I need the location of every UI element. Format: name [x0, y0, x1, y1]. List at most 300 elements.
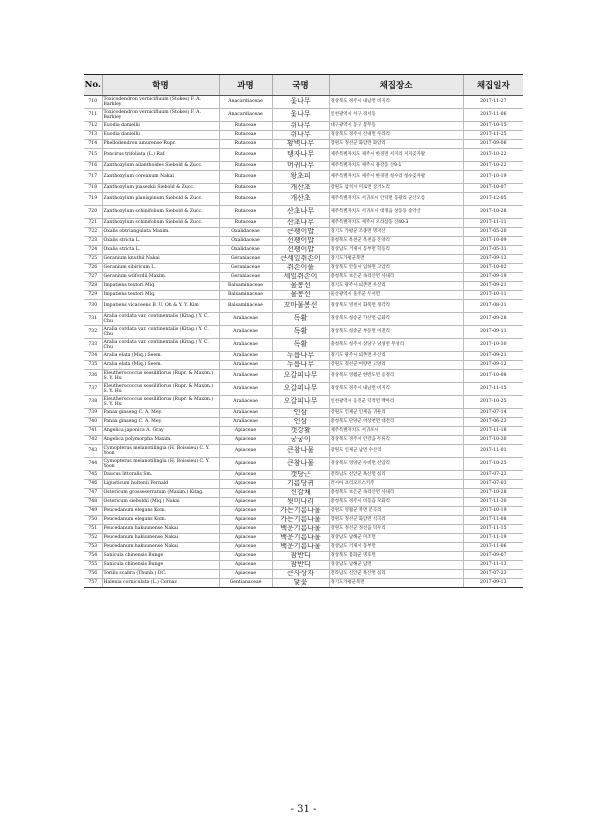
cell-collection-date: 2017-09-21 [463, 352, 523, 361]
cell-collection-date: 2017-10-25 [463, 396, 523, 409]
table-row [84, 436, 523, 445]
cell-family: Araliaceae [219, 313, 272, 326]
cell-collection-site: 경상북도 청송군 가산면 금화리 [329, 313, 463, 326]
table-row [84, 96, 523, 109]
cell-korean-name: 꼬마물봉선 [272, 300, 329, 313]
cell-collection-site: 전라남도 신안군 흑산면 심리 [329, 471, 463, 480]
cell-collection-date: 2017-10-19 [463, 507, 523, 516]
table-row [84, 361, 523, 370]
table-body [84, 96, 523, 588]
cell-collection-date: 2017-11-08 [463, 516, 523, 525]
cell-no: 726 [84, 264, 102, 273]
cell-collection-date: 2017-09-13 [463, 579, 523, 588]
cell-scientific-name: Peucedanum elegans Kom. [102, 507, 219, 516]
cell-collection-site: 충청북도 단양군 어상천면 대전리 [329, 418, 463, 427]
table-row [84, 326, 523, 339]
cell-family: Apiaceae [219, 516, 272, 525]
cell-no: 744 [84, 458, 102, 471]
cell-scientific-name: Peucedanum hakuunense Nakai [102, 543, 219, 552]
table-row [84, 552, 523, 561]
cell-family: Araliaceae [219, 396, 272, 409]
cell-scientific-name: Eleutherococcus sessiliflorus (Rupr. & Maxim.) S. Y. Hu [102, 370, 219, 383]
cell-family: Geraniaceae [219, 255, 272, 264]
cell-scientific-name: Zanthoxylum schinifolium Siebold & Zucc. [102, 219, 219, 228]
cell-no: 755 [84, 561, 102, 570]
cell-family: Araliaceae [219, 409, 272, 418]
cell-no: 747 [84, 489, 102, 498]
table-row [84, 427, 523, 436]
header-collection-date: 채집일자 [463, 75, 523, 96]
cell-scientific-name: Torilis scabra (Thunb.) DC. [102, 570, 219, 579]
cell-korean-name: 백운기름나물 [272, 543, 329, 552]
cell-collection-site: 경상북도 경주시 산내면 우라리 [329, 131, 463, 140]
cell-no: 723 [84, 237, 102, 246]
cell-family: Balsaminaceae [219, 282, 272, 291]
cell-no: 716 [84, 162, 102, 171]
cell-scientific-name: Sanicula chinensis Bunge [102, 561, 219, 570]
cell-collection-site: 경기도 가평군 조종면 명지산 [329, 228, 463, 237]
cell-korean-name: 옻나무 [272, 96, 329, 109]
cell-scientific-name: Cymopterus melanotilingia (H. Boissieu) C. Y. Yoon [102, 445, 219, 458]
table-row [84, 171, 523, 184]
cell-collection-site: 강원도 인제군 남면 수산리 [329, 445, 463, 458]
cell-collection-site: 경기도 광주시 퇴촌면 우산리 [329, 352, 463, 361]
specimen-table [84, 74, 523, 588]
cell-scientific-name: Panax ginseng C. A. Mey. [102, 418, 219, 427]
cell-collection-site: 충청북도 보은군 속리산면 사내리 [329, 273, 463, 282]
cell-scientific-name: Euodia daniellii [102, 122, 219, 131]
table-row [84, 534, 523, 543]
cell-collection-date: 2017-07-23 [463, 570, 523, 579]
table-row [84, 122, 523, 131]
table-row [84, 237, 523, 246]
table-row [84, 418, 523, 427]
table-row [84, 140, 523, 149]
cell-family: Araliaceae [219, 370, 272, 383]
cell-collection-date: 2017-10-28 [463, 206, 523, 219]
cell-collection-date: 2017-11-25 [463, 131, 523, 140]
cell-no: 713 [84, 131, 102, 140]
cell-family: Apiaceae [219, 480, 272, 489]
cell-no: 727 [84, 273, 102, 282]
cell-family: Araliaceae [219, 339, 272, 352]
cell-collection-site: 경기도 광주시 퇴촌면 우산리 [329, 282, 463, 291]
cell-no: 718 [84, 184, 102, 193]
cell-collection-date: 2017-09-11 [463, 326, 523, 339]
table-row [84, 162, 523, 171]
cell-collection-date: 2017-10-09 [463, 237, 523, 246]
cell-korean-name: 큰참나물 [272, 445, 329, 458]
table-row [84, 396, 523, 409]
cell-family: Rutaceae [219, 162, 272, 171]
cell-no: 721 [84, 219, 102, 228]
table-row [84, 579, 523, 588]
cell-collection-site: 제주특별자치도 서귀포시 안덕면 동광리 군산오름 [329, 193, 463, 206]
cell-scientific-name: Panax ginseng C. A. Mey. [102, 409, 219, 418]
cell-no: 756 [84, 570, 102, 579]
cell-family: Apiaceae [219, 489, 272, 498]
table-row [84, 149, 523, 162]
cell-no: 729 [84, 291, 102, 300]
cell-no: 715 [84, 149, 102, 162]
cell-scientific-name: Peucedanum hakuunense Nakai [102, 525, 219, 534]
cell-scientific-name: Aralia elata (Miq.) Seem. [102, 361, 219, 370]
cell-korean-name: 신감채 [272, 489, 329, 498]
cell-collection-date: 2017-11-11 [463, 219, 523, 228]
table-row [84, 273, 523, 282]
cell-family: Oxalidaceae [219, 228, 272, 237]
cell-korean-name: 머귀나무 [272, 162, 329, 171]
table-row [84, 445, 523, 458]
cell-korean-name: 탱자나무 [272, 149, 329, 162]
cell-collection-date: 2017-10-08 [463, 370, 523, 383]
table-row [84, 480, 523, 489]
cell-korean-name: 묏미나리 [272, 498, 329, 507]
cell-family: Rutaceae [219, 206, 272, 219]
cell-collection-site: 러시아 프리모르스키주 [329, 480, 463, 489]
cell-collection-site: 경기도가평군북면 [329, 579, 463, 588]
cell-collection-date: 2017-11-18 [463, 427, 523, 436]
table-row [84, 264, 523, 273]
cell-collection-site: 강원도 삼척시 미로면 상거노리 [329, 184, 463, 193]
cell-family: Rutaceae [219, 131, 272, 140]
table-row [84, 109, 523, 122]
table-row [84, 383, 523, 396]
cell-korean-name: 선괭이밥 [272, 246, 329, 255]
cell-korean-name: 큰참나물 [272, 458, 329, 471]
cell-collection-date: 2017-10-22 [463, 162, 523, 171]
cell-collection-date: 2017-10-22 [463, 149, 523, 162]
cell-korean-name: 독활 [272, 339, 329, 352]
cell-no: 750 [84, 516, 102, 525]
cell-korean-name: 세잎쥐손이 [272, 273, 329, 282]
cell-korean-name: 쉬나무 [272, 131, 329, 140]
cell-collection-date: 2017-10-15 [463, 122, 523, 131]
cell-collection-site: 경상북도 경주시 안강읍 두류리 [329, 436, 463, 445]
cell-korean-name: 가는기름나물 [272, 507, 329, 516]
cell-collection-date: 2017-11-06 [463, 543, 523, 552]
cell-family: Rutaceae [219, 219, 272, 228]
cell-korean-name: 닻꽃 [272, 579, 329, 588]
cell-collection-date: 2017-11-30 [463, 498, 523, 507]
cell-collection-date: 2017-05-20 [463, 228, 523, 237]
cell-family: Oxalidaceae [219, 237, 272, 246]
cell-scientific-name: Poncirus trifoliata (L.) Raf. [102, 149, 219, 162]
cell-scientific-name: Zanthoxylum coreanum Nakai [102, 171, 219, 184]
table-row [84, 352, 523, 361]
cell-collection-site: 강원도 인제군 인제읍 귀둔리 [329, 409, 463, 418]
cell-family: Araliaceae [219, 361, 272, 370]
cell-scientific-name: Angelica polymorpha Maxim. [102, 436, 219, 445]
cell-korean-name: 큰사상자 [272, 570, 329, 579]
cell-family: Rutaceae [219, 140, 272, 149]
cell-collection-site: 제주특별자치도 제주시 한경면 저지리 저지곶자왈 [329, 149, 463, 162]
cell-scientific-name: Sanicula chinensis Bunge [102, 552, 219, 561]
cell-family: Oxalidaceae [219, 246, 272, 255]
cell-collection-date: 2017-06-23 [463, 418, 523, 427]
header-scientific-name: 학명 [102, 75, 219, 96]
cell-scientific-name: Zanthoxylum ailanthoides Siebold & Zucc. [102, 162, 219, 171]
cell-no: 749 [84, 507, 102, 516]
cell-collection-site: 경상남도 거제시 동부면 학동리 [329, 246, 463, 255]
cell-no: 738 [84, 396, 102, 409]
cell-collection-site: 경상남도 남해군 남면 [329, 561, 463, 570]
table-row [84, 498, 523, 507]
cell-collection-date: 2017-11-13 [463, 561, 523, 570]
cell-family: Apiaceae [219, 534, 272, 543]
cell-scientific-name: Oxalis stricta L. [102, 237, 219, 246]
cell-collection-date: 2017-07-03 [463, 480, 523, 489]
cell-korean-name: 참반디 [272, 561, 329, 570]
cell-family: Araliaceae [219, 326, 272, 339]
cell-korean-name: 큰괭이밥 [272, 228, 329, 237]
cell-scientific-name: Impatiens vicaceens B. U. Oh & Y. Y. Kim [102, 300, 219, 313]
cell-collection-date: 2017-11-01 [463, 445, 523, 458]
cell-collection-date: 2017-09-28 [463, 313, 523, 326]
cell-family: Geraniaceae [219, 273, 272, 282]
cell-korean-name: 오갈피나무 [272, 383, 329, 396]
table-row [84, 193, 523, 206]
cell-korean-name: 두릅나무 [272, 361, 329, 370]
cell-korean-name: 인삼 [272, 418, 329, 427]
cell-korean-name: 참반디 [272, 552, 329, 561]
cell-no: 757 [84, 579, 102, 588]
cell-collection-date: 2017-11-27 [463, 96, 523, 109]
cell-no: 725 [84, 255, 102, 264]
cell-korean-name: 기름당귀 [272, 480, 329, 489]
table-row [84, 339, 523, 352]
cell-collection-site: 제주특별자치도 제주시 한경면 청수리 청수곶자왈 [329, 171, 463, 184]
cell-family: Apiaceae [219, 458, 272, 471]
cell-no: 754 [84, 552, 102, 561]
cell-no: 720 [84, 206, 102, 219]
cell-scientific-name: Ostericum sieboldii (Miq.) Nakai [102, 498, 219, 507]
cell-scientific-name: Zanthoxylum planispinum Siebold & Zucc. [102, 193, 219, 206]
cell-scientific-name: Geranium wilfordii Maxim. [102, 273, 219, 282]
cell-korean-name: 옻나무 [272, 109, 329, 122]
cell-family: Apiaceae [219, 561, 272, 570]
cell-korean-name: 갯당근 [272, 471, 329, 480]
cell-collection-site: 제주특별자치도 서귀포시 [329, 427, 463, 436]
cell-collection-site: 경상북도 영월군 한반도면 옹정리 [329, 370, 463, 383]
cell-collection-date: 2017-10-30 [463, 436, 523, 445]
cell-korean-name: 백운기름나물 [272, 525, 329, 534]
cell-collection-date: 2017-11-06 [463, 109, 523, 122]
header-no: No. [84, 75, 102, 96]
table-row [84, 489, 523, 498]
cell-no: 737 [84, 383, 102, 396]
cell-korean-name: 오갈피나무 [272, 370, 329, 383]
table-row [84, 282, 523, 291]
cell-no: 724 [84, 246, 102, 255]
cell-collection-site: 경상남도 거제시 동부면 [329, 543, 463, 552]
cell-no: 731 [84, 313, 102, 326]
table-row [84, 458, 523, 471]
cell-family: Araliaceae [219, 383, 272, 396]
cell-family: Rutaceae [219, 184, 272, 193]
cell-scientific-name: Cymopterus melanotilingia (H. Boissieu) C. Y. Yoon [102, 458, 219, 471]
cell-no: 746 [84, 480, 102, 489]
page-number: - 31 - [290, 804, 317, 815]
cell-family: Apiaceae [219, 543, 272, 552]
cell-family: Balsaminaceae [219, 291, 272, 300]
cell-scientific-name: Eleutherococcus sessiliflorus (Rupr. & Maxim.) S. Y. Hu [102, 383, 219, 396]
cell-collection-site: 경상북도 청송군 부동면 이전리 [329, 326, 463, 339]
cell-korean-name: 큰세잎쥐손이 [272, 255, 329, 264]
cell-korean-name: 가는기름나물 [272, 516, 329, 525]
cell-collection-date: 2017-05-31 [463, 246, 523, 255]
cell-collection-site: 강원도 정선군 화암면 화암리 [329, 140, 463, 149]
cell-family: Rutaceae [219, 193, 272, 206]
cell-collection-site: 전라남도 신안군 흑산면 심리 [329, 570, 463, 579]
cell-family: Rutaceae [219, 122, 272, 131]
cell-scientific-name: Peucedanum hakuunense Nakai [102, 534, 219, 543]
cell-korean-name: 개산초 [272, 193, 329, 206]
cell-scientific-name: Angelica japonica A. Gray [102, 427, 219, 436]
cell-collection-date: 2017-09-19 [463, 273, 523, 282]
cell-scientific-name: Aralia cordata var. continentalis (Kitag.) Y. C. Chu [102, 339, 219, 352]
cell-no: 741 [84, 427, 102, 436]
cell-collection-site: 제주특별자치도 제주시 오라삼동 산40-3 [329, 219, 463, 228]
cell-no: 714 [84, 140, 102, 149]
cell-korean-name: 독활 [272, 326, 329, 339]
cell-collection-date: 2017-11-19 [463, 534, 523, 543]
header-collection-site: 채집장소 [329, 75, 463, 96]
header-korean-name: 국명 [272, 75, 329, 96]
cell-scientific-name: Peucedanum elegans Kom. [102, 516, 219, 525]
cell-korean-name: 독활 [272, 313, 329, 326]
cell-collection-date: 2017-10-25 [463, 458, 523, 471]
cell-korean-name: 갯강활 [272, 427, 329, 436]
cell-collection-date: 2017-09-21 [463, 282, 523, 291]
cell-family: Apiaceae [219, 471, 272, 480]
table-row [84, 131, 523, 140]
cell-no: 752 [84, 534, 102, 543]
table-row [84, 516, 523, 525]
cell-korean-name: 물봉선 [272, 282, 329, 291]
cell-collection-site: 경기도가평군북면 [329, 255, 463, 264]
table-row [84, 370, 523, 383]
cell-no: 740 [84, 418, 102, 427]
cell-collection-date: 2017-10-11 [463, 291, 523, 300]
cell-collection-site: 대구광역시 동구 봉무동 [329, 122, 463, 131]
cell-no: 722 [84, 228, 102, 237]
cell-no: 736 [84, 370, 102, 383]
cell-collection-site: 인천광역시 옹진군 덕적면 백아리 [329, 396, 463, 409]
cell-korean-name: 쉬나무 [272, 122, 329, 131]
table-row [84, 300, 523, 313]
cell-family: Apiaceae [219, 445, 272, 458]
cell-korean-name: 두릅나무 [272, 352, 329, 361]
cell-korean-name: 개산초 [272, 184, 329, 193]
cell-korean-name: 황벽나무 [272, 140, 329, 149]
cell-no: 745 [84, 471, 102, 480]
cell-korean-name: 백운기름나물 [272, 534, 329, 543]
cell-family: Apiaceae [219, 427, 272, 436]
cell-collection-date: 2017-10-28 [463, 489, 523, 498]
cell-collection-date: 2017-07-14 [463, 409, 523, 418]
cell-collection-date: 2017-10-30 [463, 339, 523, 352]
cell-scientific-name: Aralia cordata var. continentalis (Kitag.) Y. C. Chu [102, 326, 219, 339]
cell-no: 732 [84, 326, 102, 339]
cell-collection-site: 경상북도 안동시 임하면 고암리 [329, 264, 463, 273]
cell-no: 710 [84, 96, 102, 109]
table-row [84, 525, 523, 534]
cell-korean-name: 물봉선 [272, 291, 329, 300]
cell-family: Anacardiaceae [219, 96, 272, 109]
cell-no: 711 [84, 109, 102, 122]
cell-collection-site: 충청북도 경주시 비동읍 모화리 [329, 498, 463, 507]
cell-collection-site: 충청북도 보은군 속리산면 사내리 [329, 489, 463, 498]
cell-collection-site: 강원도 영월군 북면 문곡리 [329, 507, 463, 516]
cell-no: 733 [84, 339, 102, 352]
cell-korean-name: 쥐손이풀 [272, 264, 329, 273]
cell-scientific-name: Ostericum grosseserratum (Maxim.) Kitag. [102, 489, 219, 498]
cell-no: 734 [84, 352, 102, 361]
cell-collection-date: 2017-09-07 [463, 552, 523, 561]
cell-collection-site: 경상북도 영양군 수비면 신암리 [329, 458, 463, 471]
cell-scientific-name: Aralia elata (Miq.) Seem. [102, 352, 219, 361]
cell-scientific-name: Eleutherococcus sessiliflorus (Rupr. & Maxim.) S. Y. Hu [102, 396, 219, 409]
cell-collection-site: 경상북도 경주시 내남면 비지리 [329, 96, 463, 109]
cell-no: 717 [84, 171, 102, 184]
cell-scientific-name: Phellodendron amurense Rupr. [102, 140, 219, 149]
cell-scientific-name: Zanthoxylum piasezkii Siebold & Zucc. [102, 184, 219, 193]
cell-collection-date: 2017-10-07 [463, 184, 523, 193]
cell-collection-site: 충청북도 옥천군 옥천읍 온양리 [329, 237, 463, 246]
cell-scientific-name: Impatiens textori Miq. [102, 291, 219, 300]
cell-family: Apiaceae [219, 552, 272, 561]
cell-collection-site: 경상북도 영천시 화북면 정각리 [329, 300, 463, 313]
table-row [84, 246, 523, 255]
cell-family: Anacardiaceae [219, 109, 272, 122]
cell-korean-name: 인삼 [272, 409, 329, 418]
table-row [84, 206, 523, 219]
cell-korean-name: 산초나무 [272, 219, 329, 228]
cell-no: 730 [84, 300, 102, 313]
table-row [84, 471, 523, 480]
cell-collection-date: 2017-10-02 [463, 264, 523, 273]
cell-collection-date: 2017-09-06 [463, 140, 523, 149]
cell-scientific-name: Toxicodendron vernicifluum (Stokes) F. A. Barkley [102, 96, 219, 109]
cell-collection-site: 경상북도 봉화군 명호면 [329, 552, 463, 561]
cell-scientific-name: Euodia daniellii [102, 131, 219, 140]
cell-korean-name: 선괭이밥 [272, 237, 329, 246]
cell-scientific-name: Geranium sibiricum L. [102, 264, 219, 273]
cell-family: Geraniaceae [219, 264, 272, 273]
table-row [84, 255, 523, 264]
cell-no: 735 [84, 361, 102, 370]
cell-scientific-name: Halenia corniculata (L.) Cornaz [102, 579, 219, 588]
cell-family: Apiaceae [219, 507, 272, 516]
cell-collection-date: 2017-12-05 [463, 193, 523, 206]
cell-family: Apiaceae [219, 570, 272, 579]
cell-scientific-name: Oxalis stricta L. [102, 246, 219, 255]
cell-scientific-name: Ligusticum hultenii Fernald [102, 480, 219, 489]
cell-collection-site: 충청북도 청주시 상당구 낭성면 무성리 [329, 339, 463, 352]
cell-no: 751 [84, 525, 102, 534]
cell-family: Gentianaceae [219, 579, 272, 588]
cell-collection-site: 경상북도 경주시 내남면 비지리 [329, 383, 463, 396]
cell-collection-site: 울산광역시 울주군 두서면 [329, 291, 463, 300]
cell-collection-date: 2017-10-19 [463, 171, 523, 184]
cell-no: 728 [84, 282, 102, 291]
cell-collection-site: 강원도 정선군 화암면 석곡리 [329, 516, 463, 525]
table-row [84, 219, 523, 228]
cell-family: Rutaceae [219, 171, 272, 184]
cell-scientific-name: Impatiens textori Miq. [102, 282, 219, 291]
cell-scientific-name: Oxalis obtriangulata Maxim. [102, 228, 219, 237]
